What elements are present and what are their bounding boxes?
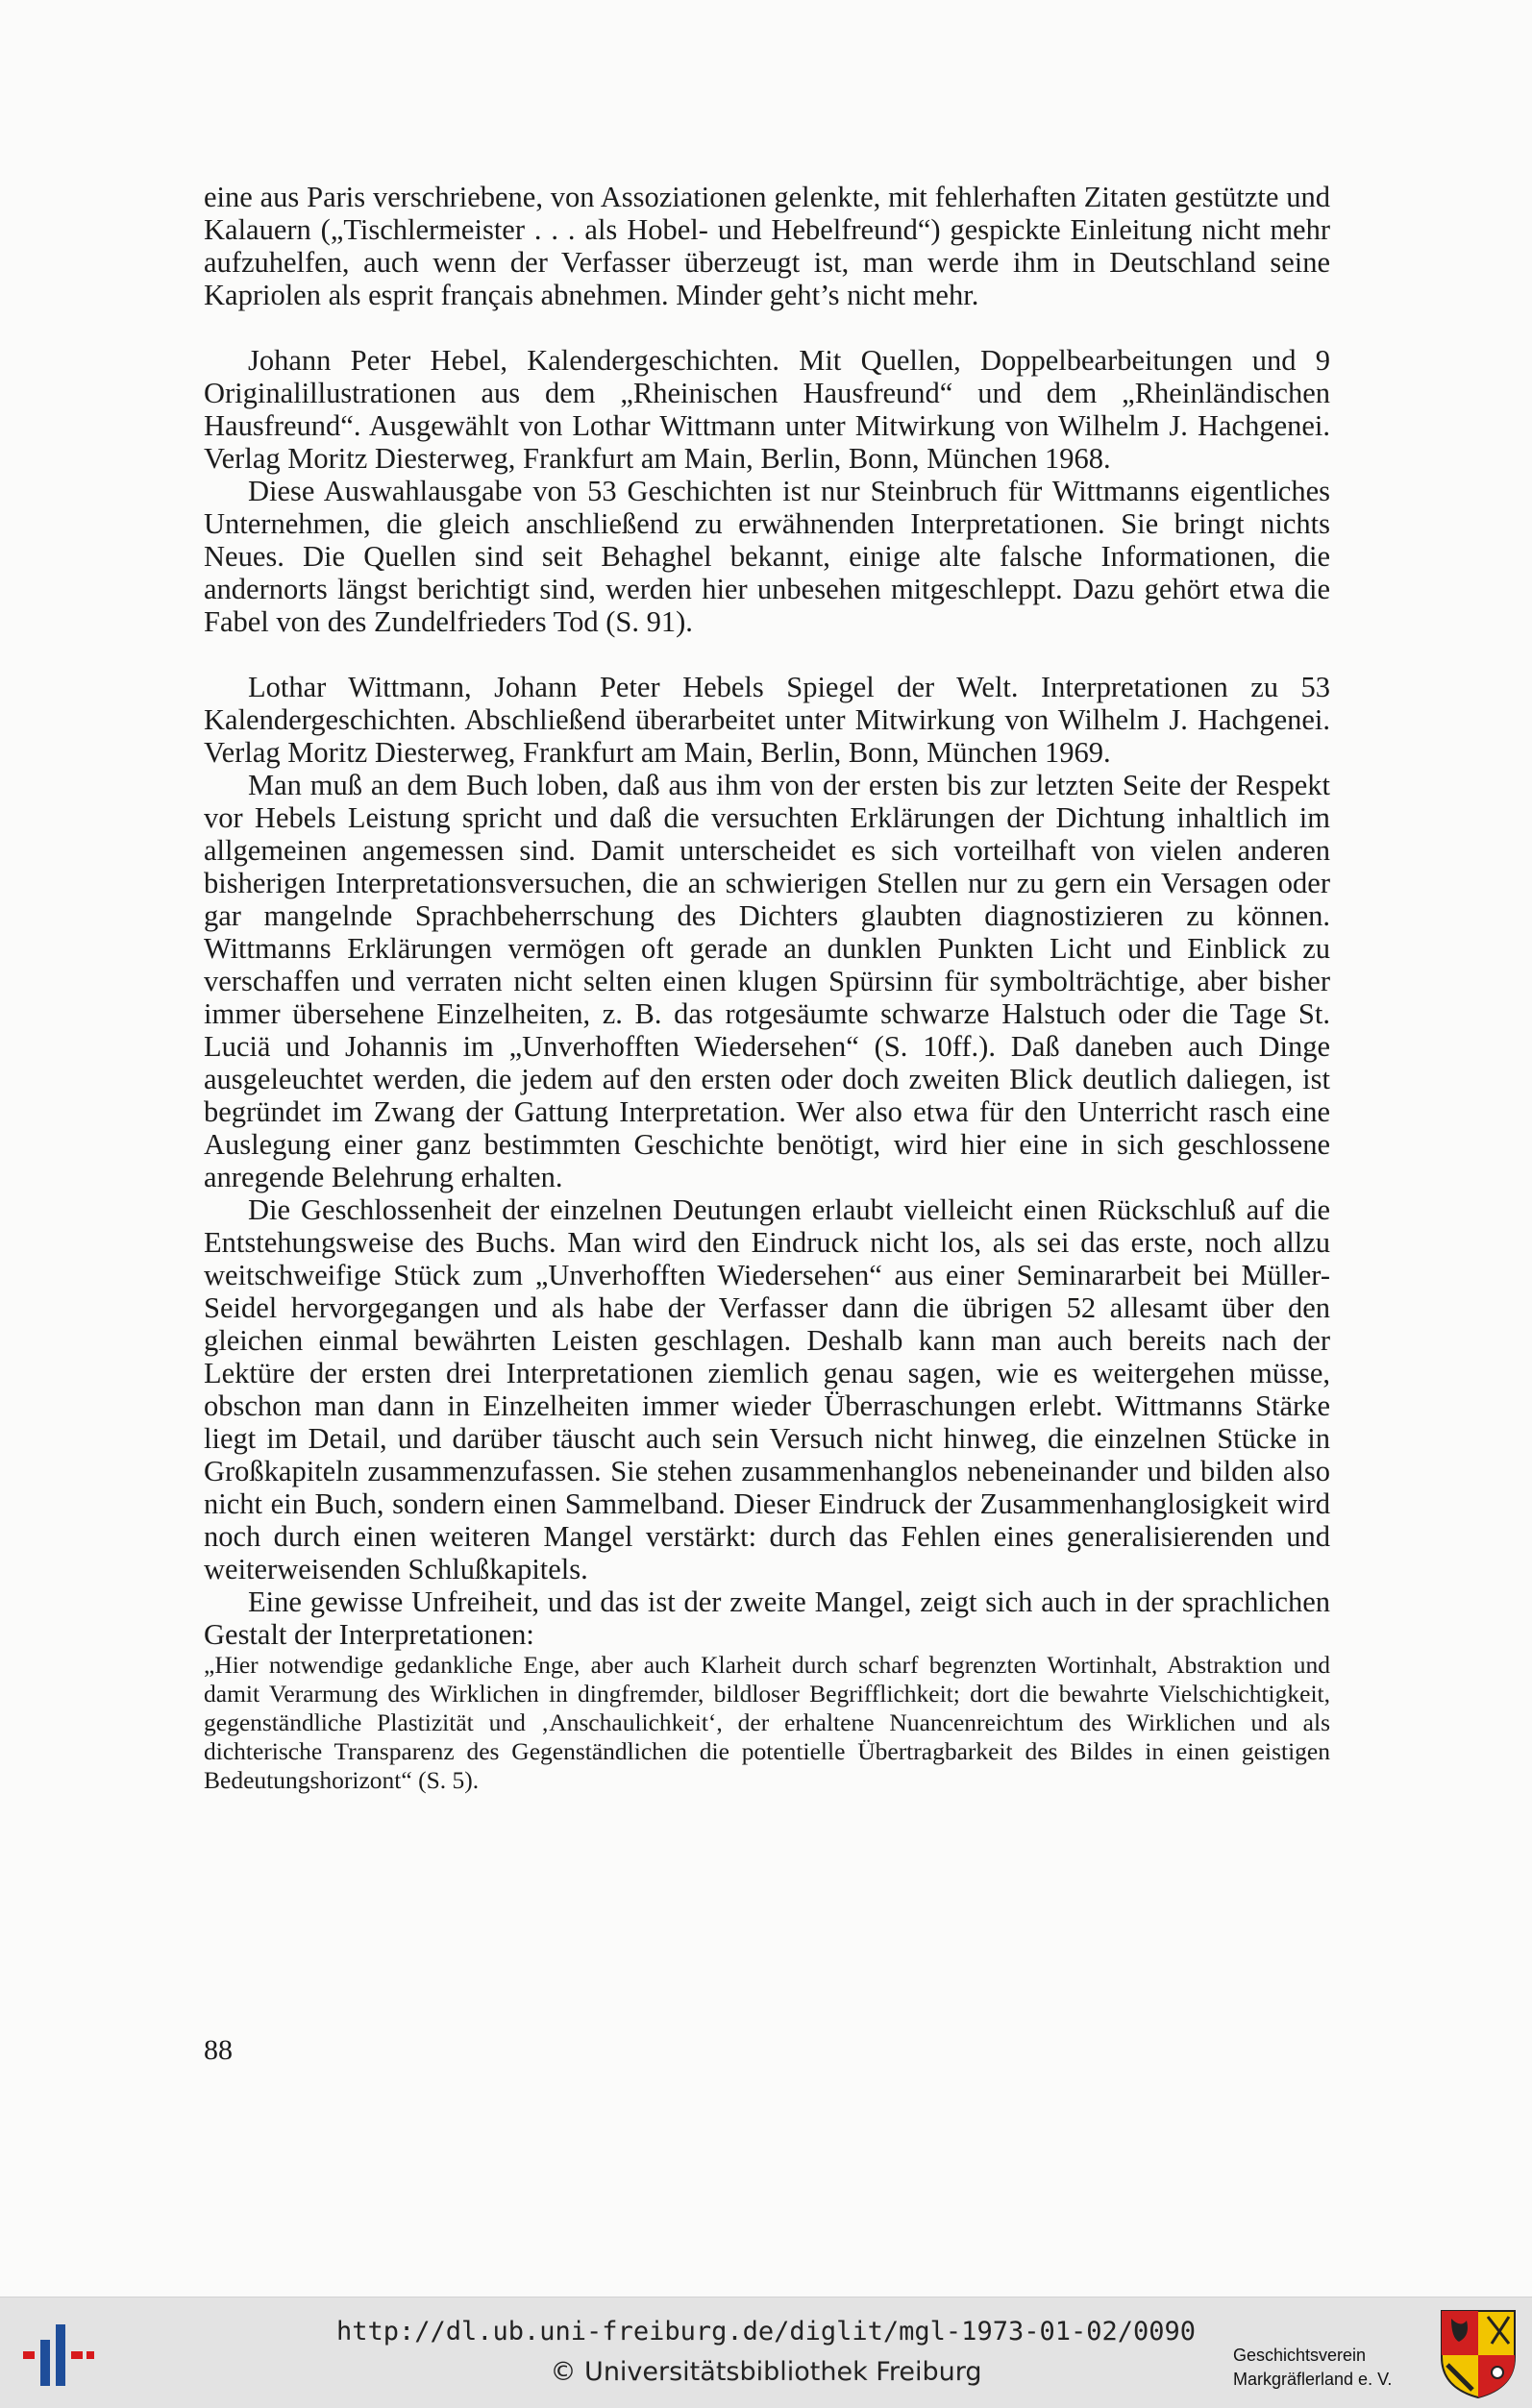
paragraph-review-geschlossenheit: Die Geschlossenheit der einzelnen Deutungen erlaubt vielleicht einen Rückschluß auf die Entstehungsweise des Buchs. Man wird den Eindruck nicht los, als sei das erste, noch allzu weitschweifige Stück zum „Unverhofften Wiedersehen“ aus einer Seminararbeit bei Müller-Seidel hervorgegangen und als habe der Verfasser dann die übrigen 52 allesamt über den gleichen einmal bewährten Leisten geschlagen. Deshalb kann man auch bereits nach der Lektüre der ersten drei Interpretationen ziemlich genau sagen, wie es weitergehen müsse, obschon man dann in Einzelheiten immer wieder Überraschungen erlebt. Wittmanns Stärke liegt im Detail, und darüber täuscht auch sein Versuch nicht hinweg, die einzelnen Stücke in Großkapiteln zusammenzufassen. Sie stehen zusammenhanglos nebeneinander und bilden also nicht ein Buch, sondern einen Sammelband. Dieser Eindruck der Zusammenhanglosigkeit wird noch durch einen weiteren Mangel verstärkt: durch das Fehlen eines generalisierenden und weiterweisenden Schlußkapitels. <box>204 1193 1330 1585</box>
paragraph-intro-continuation: eine aus Paris verschriebene, von Assoziationen gelenkte, mit fehlerhaften Zitaten gestützte und Kalauern („Tischlermeister . . . als Hobel- und Hebelfreund“) gespickte Einleitung nicht mehr aufzuhelfen, auch wenn der Verfasser überzeugt ist, man werde ihm in Deutschland seine Kapriolen als esprit français abnehmen. Minder geht’s nicht mehr. <box>204 181 1330 311</box>
copyright-notice: © Universitätsbibliothek Freiburg <box>550 2357 982 2387</box>
paragraph-citation-spiegel-der-welt: Lothar Wittmann, Johann Peter Hebels Spiegel der Welt. Interpretationen zu 53 Kalendergeschichten. Abschließend überarbeitet unter Mitwirkung von Wilhelm J. Hachgenei. Verlag Moritz Diesterweg, Frankfurt am Main, Berlin, Bonn, München 1969. <box>204 671 1330 769</box>
footer-bar <box>0 2297 1532 2408</box>
association-name <box>1233 2344 1435 2392</box>
association-name-line1: Geschichtsverein <box>1233 2346 1367 2365</box>
paragraph-citation-kalendergeschichten: Johann Peter Hebel, Kalendergeschichten. Mit Quellen, Doppelbearbeitungen und 9 Originalillustrationen aus dem „Rheinischen Hausfreund“ und dem „Rheinländischen Hausfreund“. Ausgewählt von Lothar Wittmann unter Mitwirkung von Wilhelm J. Hachgenei. Verlag Moritz Diesterweg, Frankfurt am Main, Berlin, Bonn, München 1968. <box>204 344 1330 475</box>
document-url-link[interactable]: http://dl.ub.uni-freiburg.de/diglit/mgl-1973-01-02/0090 <box>335 2317 1197 2347</box>
block-quote: „Hier notwendige gedankliche Enge, aber auch Klarheit durch scharf begrenzten Wortinhalt, Abstraktion und damit Verarmung des Wirklichen in dingfremder, bildloser Begrifflichkeit; dort die bewahrte Vielschichtigkeit, gegenständliche Plastizität und ‚Anschaulichkeit‘, der erhaltene Nuancenreichtum des Wirklichen und als dichterische Transparenz des Gegenständlichen die potentielle Übertragbarkeit des Bildes in einen geistigen Bedeutungshorizont“ (S. 5). <box>204 1651 1330 1794</box>
association-name-line2: Markgräflerland e. V. <box>1233 2370 1393 2389</box>
article-text <box>204 181 1330 1795</box>
paragraph-review-auswahlausgabe: Diese Auswahlausgabe von 53 Geschichten ist nur Steinbruch für Wittmanns eigentliches Unternehmen, die gleich anschließend zu erwähnenden Interpretationen. Sie bringt nichts Neues. Die Quellen sind seit Behaghel bekannt, einige alte falsche Informationen, die andernorts längst berichtigt sind, werden hier unbesehen mitgeschleppt. Dazu gehört etwa die Fabel von des Zundelfrieders Tod (S. 91). <box>204 475 1330 638</box>
paragraph-review-unfreiheit: Eine gewisse Unfreiheit, und das ist der zweite Mangel, zeigt sich auch in der sprachlichen Gestalt der Interpretationen: <box>204 1585 1330 1651</box>
paragraph-review-lob: Man muß an dem Buch loben, daß aus ihm von der ersten bis zur letzten Seite der Respekt vor Hebels Leistung spricht und daß die versuchten Erklärungen der Dichtung inhaltlich im allgemeinen angemessen sind. Damit unterscheidet es sich vorteilhaft von vielen anderen bisherigen Interpretationsversuchen, die an schwierigen Stellen nur zu gern ein Versagen oder gar mangelnde Sprachbeherrschung des Dichters glaubten diagnostizieren zu können. Wittmanns Erklärungen vermögen oft gerade an dunklen Punkten Licht und Einblick zu verschaffen und verraten nicht selten einen klugen Spürsinn für symbolträchtige, aber bisher immer übersehene Einzelheiten, z. B. das rotgesäumte schwarze Halstuch oder die Tage St. Luciä und Johannis im „Unverhofften Wiedersehen“ (S. 10ff.). Daß daneben auch Dinge ausgeleuchtet werden, die jedem auf den ersten oder doch zweiten Blick deutlich daliegen, ist begründet im Zwang der Gattung Interpretation. Wer also etwa für den Unterricht rasch eine Auslegung einer ganz bestimmten Geschichte benötigt, wird hier eine in sich geschlossene anregende Belehrung erhalten. <box>204 769 1330 1193</box>
coat-of-arms-icon[interactable] <box>1438 2307 1519 2399</box>
page-number: 88 <box>204 2034 233 2066</box>
